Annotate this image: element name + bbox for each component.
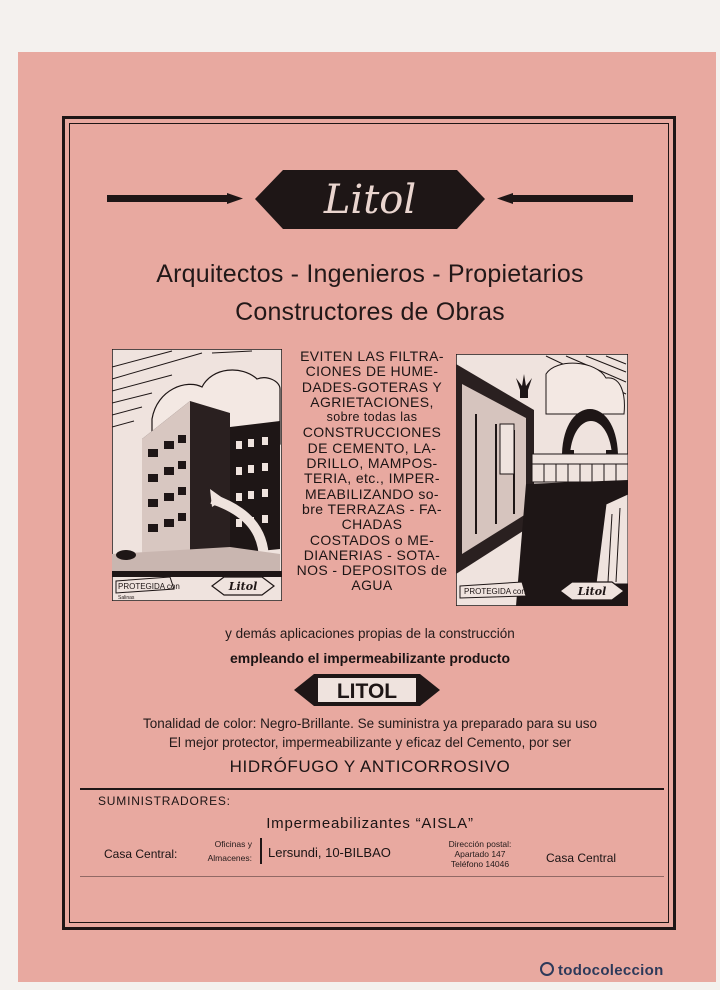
header-logo-banner — [105, 166, 635, 236]
body-line: DIANERIAS - SOTA- — [303, 546, 441, 563]
employing-text: empleando el impermeabilizante producto — [229, 650, 511, 666]
offices-line: Oficinas y — [214, 839, 252, 849]
building-illustration — [112, 349, 282, 601]
postal-line: Apartado 147 — [454, 849, 506, 859]
left-pencil-line — [107, 193, 243, 204]
artist-signature: Salinas — [118, 595, 135, 601]
watermark-icon — [540, 962, 554, 976]
postal-line: Teléfono 14046 — [450, 859, 510, 869]
casa-central-label: Casa Central: — [104, 847, 178, 861]
watermark — [540, 962, 664, 979]
postal-line: Dirección postal: — [448, 839, 512, 849]
body-line: DRILLO, MAMPOS- — [306, 455, 438, 472]
postal-info — [428, 839, 532, 869]
company-name: Impermeabilizantes “AISLA” — [266, 815, 474, 832]
protector-text: El mejor protector, impermeabilizante y eficaz del Cemento, por ser — [168, 735, 572, 750]
body-line: AGRIETACIONES, — [310, 393, 434, 410]
suppliers-heading: SUMINISTRADORES: — [98, 794, 231, 808]
offices-line: Almacenes: — [207, 853, 252, 863]
body-line: CHADAS — [341, 516, 403, 533]
offices-label — [192, 839, 252, 863]
brand-logo: Litol — [323, 177, 417, 223]
address-separator — [260, 838, 262, 864]
right-protected-caption: PROTEGIDA con — [464, 587, 526, 596]
litol-badge-label: LITOL — [336, 680, 398, 703]
left-litol-mark: Litol — [228, 580, 258, 593]
supplier-divider-bottom — [80, 876, 664, 877]
body-line: DE CEMENTO, LA- — [307, 439, 437, 456]
applications-text: y demás aplicaciones propias de la construcción — [225, 626, 515, 641]
body-line: CIONES DE HUME- — [305, 363, 439, 380]
body-line: TERIA, etc., IMPER- — [304, 470, 440, 487]
headline-line-2: Constructores de Obras — [235, 298, 505, 326]
terrace-illustration — [456, 354, 628, 606]
supplier-divider-top — [80, 788, 664, 790]
watermark-text: todocoleccion — [558, 962, 664, 979]
right-litol-mark: Litol — [577, 585, 607, 598]
body-line: AGUA — [351, 577, 393, 594]
casa-central-right: Casa Central — [546, 851, 617, 865]
highlight-text: HIDRÓFUGO Y ANTICORROSIVO — [229, 757, 511, 776]
litol-badge — [292, 672, 442, 708]
body-line: EVITEN LAS FILTRA- — [300, 348, 444, 364]
body-line: sobre todas las — [326, 410, 418, 425]
body-line: COSTADOS o ME- — [309, 531, 435, 548]
body-line: NOS - DEPOSITOS de — [296, 562, 448, 579]
address-text: Lersundi, 10-BILBAO — [268, 845, 391, 860]
body-line: CONSTRUCCIONES — [302, 424, 442, 441]
body-line: MEABILIZANDO so- — [305, 485, 439, 502]
right-pencil-line — [497, 193, 633, 204]
color-info-text: Tonalidad de color: Negro-Brillante. Se suministra ya preparado para su uso — [143, 716, 597, 731]
headline-line-1: Arquitectos - Ingenieros - Propietarios — [156, 260, 584, 288]
body-line: DADES-GOTERAS Y — [301, 378, 443, 395]
body-line: bre TERRAZAS - FA- — [302, 500, 442, 517]
left-protected-caption: PROTEGIDA con — [118, 582, 180, 591]
body-text-column — [286, 349, 458, 594]
